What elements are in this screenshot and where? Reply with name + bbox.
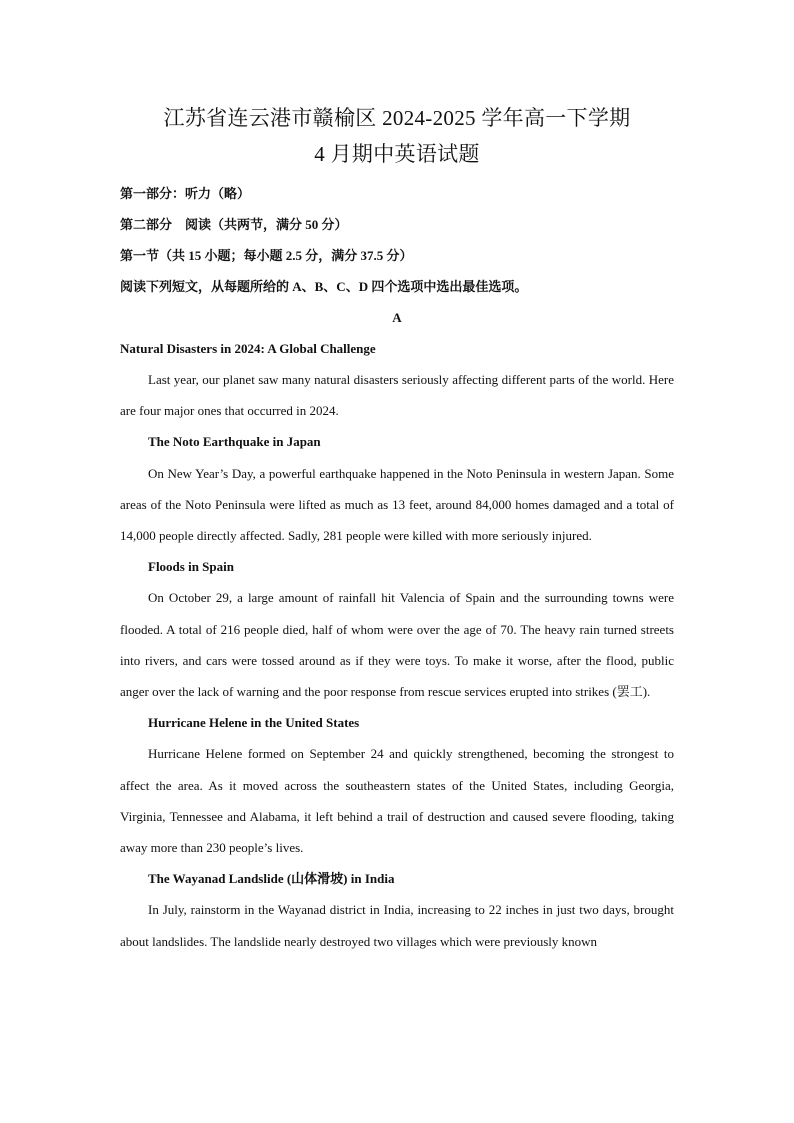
item-paragraph: Hurricane Helene formed on September 24 and quickly strengthened, becoming the strongest to affect the area. As it moved across the southeastern states of the United States, including Georgia, Virginia, Tennessee and Alabama, it left behind a trail of destruction and caused severe flooding, taking away more than 230 people’s lives. <box>120 746 674 856</box>
exam-title-line2: 4 月期中英语试题 <box>314 142 480 166</box>
item-paragraph: On New Year’s Day, a powerful earthquake happened in the Noto Peninsula in western Japan. Some areas of the Noto Peninsula were lifted as much as 13 feet, around 84,000 homes damaged and a total of 14,000 people directly affected. Sadly, 281 people were killed with more seriously injured. <box>120 465 674 544</box>
passage-letter: A <box>392 310 402 325</box>
item-heading: The Wayanad Landslide (山体滑坡) in India <box>148 871 395 887</box>
instruction-text: 阅读下列短文，从每题所给的 A、B、C、D 四个选项中选出最佳选项。 <box>120 279 528 294</box>
part2-heading: 第二部分 阅读（共两节，满分 50 分） <box>120 217 348 232</box>
item-heading: Hurricane Helene in the United States <box>148 715 360 731</box>
item-paragraph: In July, rainstorm in the Wayanad district in India, increasing to 22 inches in just two days, brought about landslides. The landslide nearly destroyed two villages which were previously known <box>120 902 674 949</box>
passage-title: Natural Disasters in 2024: A Global Challenge <box>120 341 376 356</box>
section1-heading: 第一节（共 15 小题；每小题 2.5 分，满分 37.5 分） <box>120 248 413 263</box>
item-heading: Floods in Spain <box>148 559 234 575</box>
part1-heading: 第一部分：听力（略） <box>120 186 251 201</box>
item-paragraph: On October 29, a large amount of rainfall hit Valencia of Spain and the surrounding towns were flooded. A total of 216 people died, half of whom were over the age of 70. The heavy rain turned streets into rivers, and cars were tossed around as if they were toys. To make it worse, after the flood, public anger over the lack of warning and the poor response from rescue services erupted into strikes (罢工). <box>120 590 674 700</box>
document-content <box>120 100 674 957</box>
item-heading: The Noto Earthquake in Japan <box>148 434 321 450</box>
passage-intro: Last year, our planet saw many natural disasters seriously affecting different parts of the world. Here are four major ones that occurred in 2024. <box>120 372 674 419</box>
exam-title-line1: 江苏省连云港市赣榆区 2024-2025 学年高一下学期 <box>163 106 631 130</box>
